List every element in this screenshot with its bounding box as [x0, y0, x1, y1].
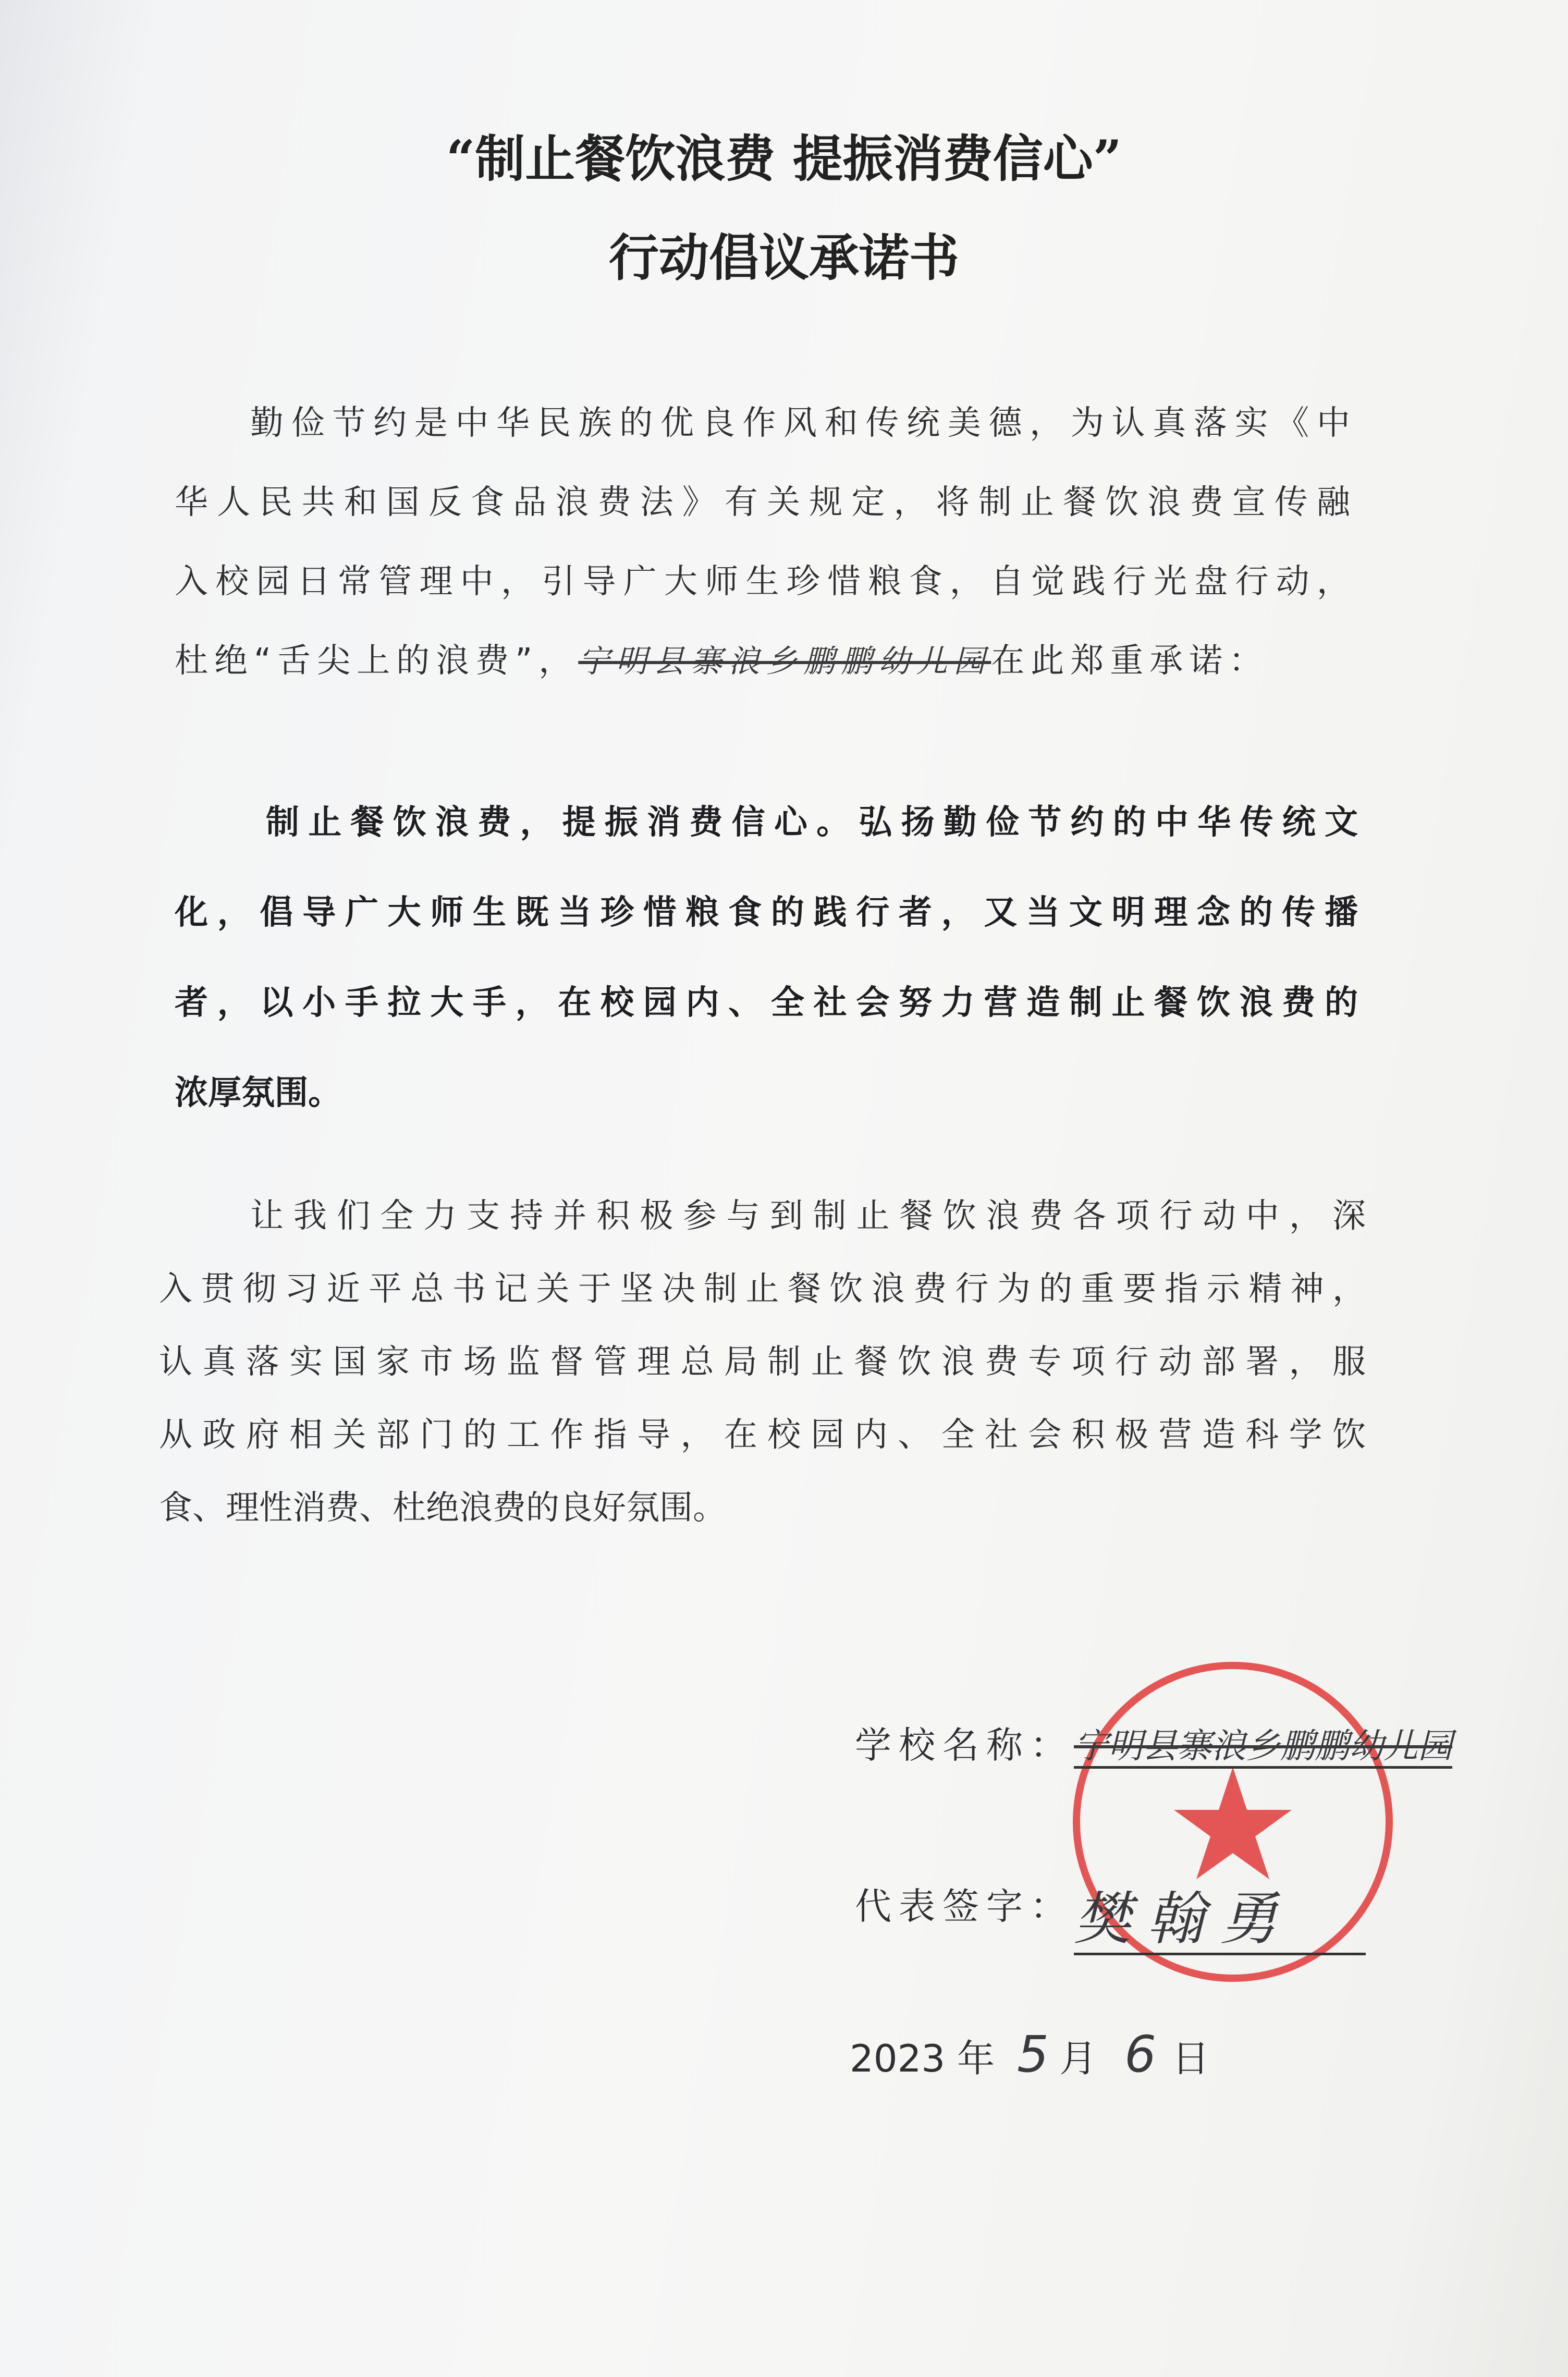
- date-year: 2023: [850, 2037, 946, 2080]
- title-line-2: 行动倡议承诺书: [609, 228, 959, 287]
- text-segment: 杜绝“舌尖上的浪费”，: [175, 642, 579, 680]
- representative-signature: 樊翰勇: [1074, 1885, 1366, 1955]
- school-name-label: 学校名称：: [855, 1724, 1074, 1767]
- text-line: 者，以小手拉大手，在校园内、全社会努力营造制止餐饮浪费的: [175, 984, 1358, 1022]
- date-day-unit: 日: [1172, 2037, 1210, 2080]
- text-line: 勤俭节约是中华民族的优良作风和传统美德，为认真落实《中: [250, 404, 1350, 443]
- representative-row: [855, 1867, 1568, 1955]
- date-year-unit: 年: [957, 2037, 995, 2080]
- title-line-1: “制止餐饮浪费 提振消费信心”: [446, 129, 1122, 188]
- text-segment: 在此郑重承诺：: [991, 642, 1269, 680]
- paragraph-3: [0, 1180, 1568, 1545]
- text-line: 让我们全力支持并积极参与到制止餐饮浪费各项行动中，深: [250, 1197, 1366, 1235]
- handwritten-school-name: 宁明县寨浪乡鹏鹏幼儿园: [578, 643, 991, 680]
- text-line: 入贯彻习近平总书记关于坚决制止餐饮浪费行为的重要指示精神，: [159, 1270, 1366, 1308]
- text-line: 化，倡导广大师生既当珍惜粮食的践行者，又当文明理念的传播: [175, 893, 1358, 932]
- date-month-unit: 月: [1059, 2037, 1097, 2080]
- text-line: 华人民共和国反食品浪费法》有关规定，将制止餐饮浪费宣传融: [175, 483, 1350, 522]
- date-day: 6: [1124, 2025, 1157, 2084]
- representative-label: 代表签字：: [855, 1885, 1074, 1928]
- text-line: 认真落实国家市场监督管理总局制止餐饮浪费专项行动部署，服: [159, 1343, 1366, 1381]
- text-line: [175, 621, 1568, 701]
- text-line: 入校园日常管理中，引导广大师生珍惜粮食，自觉践行光盘行动，: [175, 562, 1350, 601]
- text-line: 食、理性消费、杜绝浪费的良好氛围。: [159, 1489, 726, 1527]
- paragraph-1: [0, 384, 1568, 701]
- date-month: 5: [1017, 2025, 1049, 2084]
- text-line: 制止餐饮浪费，提振消费信心。弘扬勤俭节约的中华传统文: [266, 803, 1358, 842]
- school-name-row: [855, 1711, 1568, 1789]
- school-name-value: 宁明县寨浪乡鹏鹏幼儿园: [1074, 1726, 1452, 1769]
- date: [850, 2018, 1568, 2095]
- paragraph-2: [0, 778, 1568, 1138]
- text-line: 浓厚氛围。: [175, 1074, 341, 1112]
- text-line: 从政府相关部门的工作指导，在校园内、全社会积极营造科学饮: [159, 1416, 1366, 1454]
